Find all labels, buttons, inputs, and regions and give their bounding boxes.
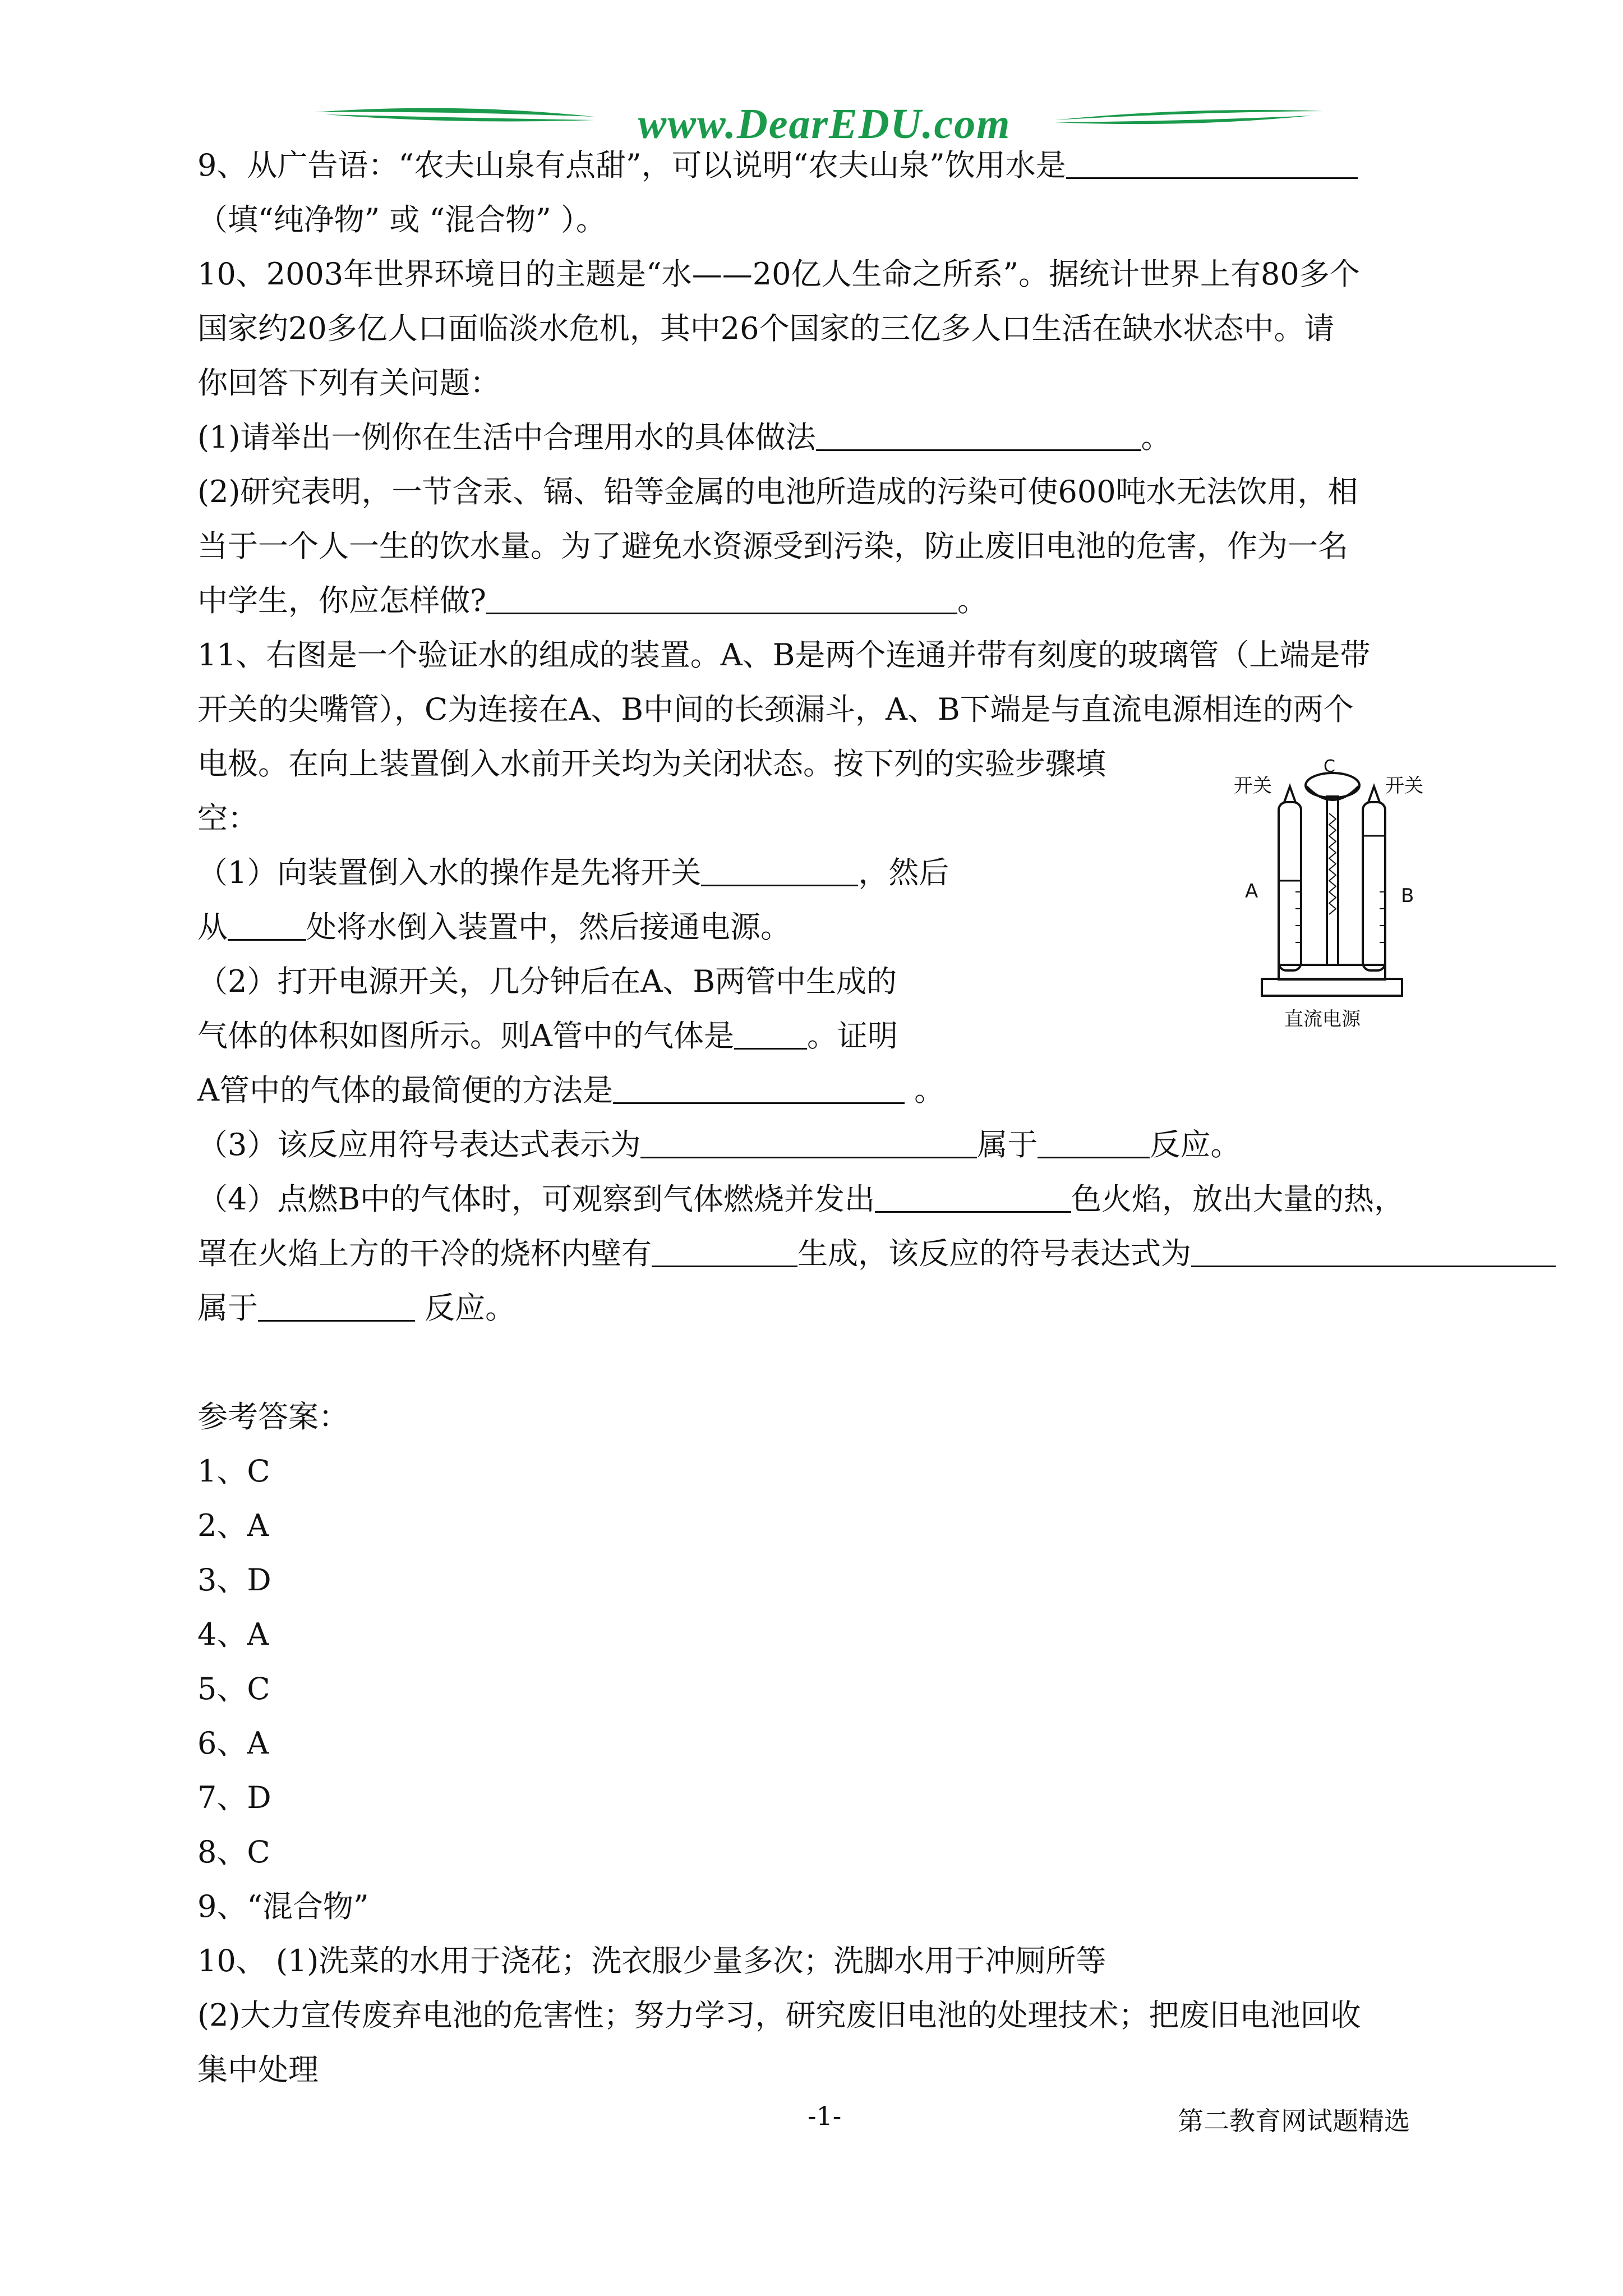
line-text: 。	[957, 583, 988, 618]
funnel-label: C	[1324, 757, 1335, 776]
answer-blank[interactable]	[228, 910, 306, 941]
line-text: (1)请举出一例你在生活中合理用水的具体做法	[197, 420, 816, 455]
answer-blank[interactable]	[734, 1019, 807, 1050]
text-line	[197, 309, 1334, 348]
electrolysis-apparatus-figure	[1223, 752, 1458, 1032]
line-text: 色火焰，放出大量的热，	[1071, 1181, 1405, 1217]
text-line	[197, 146, 1358, 185]
answer-blank[interactable]	[486, 583, 957, 614]
line-text: 4、A	[197, 1617, 269, 1652]
line-text: 生成，该反应的符号表达式为	[797, 1236, 1191, 1271]
line-text: (2)大力宣传废弃电池的危害性；努力学习，研究废旧电池的处理技术；把废旧电池回收	[197, 1998, 1361, 2033]
text-line	[197, 744, 1106, 784]
line-text: 罩在火焰上方的干冷的烧杯内壁有	[197, 1236, 652, 1271]
text-line	[197, 364, 500, 403]
footer-source: 第二教育网试题精选	[1178, 2106, 1410, 2136]
line-text: （2）打开电源开关，几分钟后在A、B两管中生成的	[197, 964, 897, 999]
line-text: 反应。	[1150, 1127, 1241, 1162]
text-line	[197, 1234, 1556, 1273]
answer-blank[interactable]	[701, 855, 858, 886]
line-text: (2)研究表明，一节含汞、镉、铅等金属的电池所造成的污染可使600吨水无法饮用，相	[197, 474, 1358, 509]
text-line	[197, 799, 258, 838]
line-text: 。证明	[807, 1018, 898, 1053]
line-text: 当于一个人一生的饮水量。为了避免水资源受到污染，防止废旧电池的危害，作为一名	[197, 528, 1348, 564]
line-text: （3）该反应用符号表达式表示为	[197, 1127, 641, 1162]
line-text: 7、D	[197, 1780, 271, 1815]
line-text: 3、D	[197, 1562, 271, 1598]
site-title: www.DearEDU.com	[638, 100, 1011, 148]
text-line	[197, 1180, 1404, 1219]
text-line	[197, 418, 1172, 457]
line-text: 5、C	[197, 1671, 270, 1706]
line-text: 11、右图是一个验证水的组成的装置。A、B是两个连通并带有刻度的玻璃管（上端是带	[197, 637, 1371, 673]
text-line	[197, 255, 1360, 294]
text-line	[197, 1778, 271, 1818]
text-line	[197, 853, 949, 892]
line-text: 从	[197, 909, 228, 945]
text-line	[197, 1615, 269, 1654]
power-supply-label: 直流电源	[1284, 1008, 1361, 1030]
text-line	[197, 581, 988, 620]
answer-blank[interactable]	[1191, 1236, 1556, 1267]
text-line	[197, 1996, 1361, 2035]
answer-blank[interactable]	[613, 1073, 905, 1104]
text-line	[197, 1397, 349, 1437]
text-line	[197, 908, 791, 947]
line-text: 2、A	[197, 1508, 269, 1543]
answer-blank[interactable]	[1038, 1128, 1150, 1158]
text-line	[197, 962, 897, 1001]
line-text: 8、C	[197, 1834, 270, 1870]
line-text: 电极。在向上装置倒入水前开关均为关闭状态。按下列的实验步骤填	[197, 746, 1106, 781]
line-text: 处将水倒入装置中，然后接通电源。	[306, 909, 791, 945]
answer-blank[interactable]	[1066, 148, 1358, 179]
line-text: 6、A	[197, 1726, 269, 1761]
line-text: 属于	[197, 1290, 258, 1326]
text-line	[197, 1833, 270, 1872]
text-line	[197, 527, 1348, 566]
line-text: ，然后	[858, 855, 949, 890]
text-line	[197, 636, 1370, 675]
page-number: -1-	[808, 2101, 842, 2131]
line-text: 参考答案：	[197, 1399, 349, 1434]
line-text: 。	[1141, 420, 1172, 455]
line-text: 属于	[977, 1127, 1038, 1162]
tube-a-label: A	[1245, 880, 1258, 903]
text-line	[197, 1941, 1106, 1981]
line-text: 气体的体积如图所示。则A管中的气体是	[197, 1018, 734, 1053]
line-text: 中学生，你应怎样做?	[197, 583, 486, 618]
line-text: （填“纯净物” 或 “混合物” ）。	[197, 202, 606, 237]
text-line	[197, 2050, 319, 2090]
text-line	[197, 1724, 269, 1763]
text-line	[197, 1452, 270, 1491]
line-text: 集中处理	[197, 2052, 319, 2087]
line-text: （4）点燃B中的气体时，可观察到气体燃烧并发出	[197, 1181, 875, 1217]
text-line	[197, 1887, 369, 1926]
line-text: 你回答下列有关问题：	[197, 365, 500, 401]
line-text: A管中的气体的最简便的方法是	[197, 1073, 613, 1108]
line-text: （1）向装置倒入水的操作是先将开关	[197, 855, 702, 890]
text-line	[197, 1561, 271, 1600]
answer-blank[interactable]	[640, 1128, 977, 1158]
answer-blank[interactable]	[652, 1236, 797, 1267]
line-text: 。	[905, 1073, 945, 1108]
tube-b-label: B	[1401, 885, 1414, 907]
line-text: 1、C	[197, 1453, 270, 1489]
switch-left-label: 开关	[1234, 775, 1272, 797]
line-text: 10、2003年世界环境日的主题是“水——20亿人生命之所系”。据统计世界上有80多个	[197, 256, 1360, 292]
text-line	[197, 1125, 1241, 1165]
text-line	[197, 1071, 944, 1110]
text-line	[197, 1506, 269, 1545]
line-text: 9、从广告语：“农夫山泉有点甜”，可以说明“农夫山泉”饮用水是	[197, 148, 1066, 183]
line-text: 反应。	[415, 1290, 516, 1326]
line-text: 10、 (1)洗菜的水用于浇花；洗衣服少量多次；洗脚水用于冲厕所等	[197, 1943, 1106, 1978]
line-text: 开关的尖嘴管），C为连接在A、B中间的长颈漏斗，A、B下端是与直流电源相连的两个	[197, 692, 1354, 727]
text-line	[197, 1289, 515, 1328]
line-text: 9、“混合物”	[197, 1889, 369, 1924]
text-line	[197, 472, 1358, 512]
answer-blank[interactable]	[258, 1291, 415, 1322]
answer-blank[interactable]	[816, 420, 1141, 451]
answer-blank[interactable]	[875, 1182, 1071, 1213]
text-line	[197, 690, 1354, 729]
switch-right-label: 开关	[1385, 775, 1423, 797]
text-line	[197, 200, 606, 240]
line-text: 国家约20多亿人口面临淡水危机，其中26个国家的三亿多人口生活在缺水状态中。请	[197, 311, 1335, 346]
text-line	[197, 1669, 270, 1709]
line-text: 空：	[197, 800, 258, 836]
text-line	[197, 1016, 898, 1056]
